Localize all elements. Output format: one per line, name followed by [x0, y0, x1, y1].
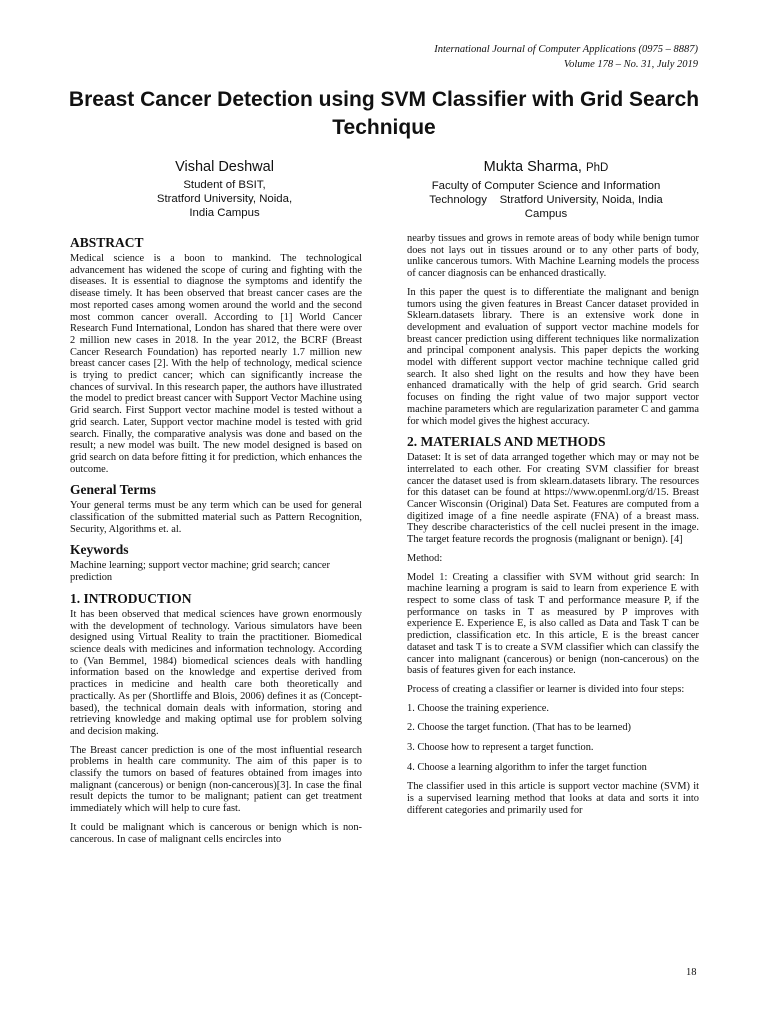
dataset-paragraph: Dataset: It is set of data arranged together which may or may not be interrelated to each other. For creating SVM classifier for breast cancer the dataset used is from sklearn.datasets library. The resources for this dataset can be found at https://www.openml.org/d/15. Breast Cancer Wisconsin (Original) Data Set. Features are computed from a digitized image of a fine needle aspirate (FNA) of a breast mass. They describe characteristics of the cell nuclei present in the image. The target feature records the prognosis (malignant or benign). [4]: [407, 452, 699, 546]
author-block-2: [406, 157, 686, 221]
author-affiliation-line: Campus: [524, 208, 568, 220]
paper-title: Breast Cancer Detection using SVM Classifier with Grid Search Technique: [68, 88, 700, 139]
author-affiliation-line: Stratford University, Noida,: [156, 193, 293, 205]
author-affiliation-line: Technology Stratford University, Noida, India: [429, 194, 663, 206]
general-terms-heading: General Terms: [70, 482, 156, 498]
author-affiliation-line: Faculty of Computer Science and Information: [431, 180, 661, 192]
journal-name: International Journal of Computer Applications (0975 – 8887): [434, 44, 698, 55]
process-paragraph: Process of creating a classifier or learner is divided into four steps:: [407, 683, 685, 695]
abstract-text: Medical science is a boon to mankind. The technological advancement has widened the scope of curing and fighting with the diseases. It is essential to diagnose the symptoms and identify the disease timely. It has been observed that breast cancer cases are the most reported cases among women around the world and the second most common cancer overall. According to [1] World Cancer Research Fund International, London has shared that there were over 2 million new cases in 2018. In the year 2012, the BCRF (Breast Cancer Research Foundation) has reported nearly 1.7 million new breast cancer cases [2]. With the help of technology, medical science is trying to predict cancer; which can significantly increase the chances of survival. In this research paper, the authors have illustrated the model to predict breast cancer with Support Vector Machine using Grid search. First Support vector machine model is tested without a grid search. Later, Support vector machine model is tested with grid search. Finally, the comparative analysis was done and based on the result; a new model was built. The new model designed is based on grid search on data before fitting it for prediction, which enhances the outcome.: [70, 253, 362, 475]
author-affiliation-line: Student of BSIT,: [183, 179, 266, 191]
keywords-text: Machine learning; support vector machine; grid search; cancer prediction: [70, 560, 330, 584]
classifier-paragraph: The classifier used in this article is support vector machine (SVM) it is a supervised learning method that looks at data and sorts it into different categories and primarily used for: [407, 781, 699, 816]
author-degree: PhD: [585, 162, 609, 174]
method-label: Method:: [407, 552, 443, 564]
list-item: 2. Choose the target function. (That has to be learned): [407, 722, 632, 734]
introduction-paragraph: It could be malignant which is cancerous or benign which is non-cancerous. In case of malignant cells encircles into: [70, 821, 362, 845]
page-number: 18: [686, 967, 697, 978]
introduction-paragraph: It has been observed that medical sciences have grown enormously with the development of technology. Various simulators have been designed using Virtual Reality to train the practitioner. Biomedical science deals with medicines and information technology. According to (Van Bemmel, 1984) biomedical sciences deals with handling information based on the knowledge and expertise derived from practices in medicine and health care both theoretically and practically. As per (Shortliffe and Blois, 2006) defines it as (Concept-based), the technical domain deals with information, storing and retrieving knowledge and making optimal use for problem solving and decision making.: [70, 608, 362, 737]
steps-list: [407, 703, 699, 774]
keywords-heading: Keywords: [70, 542, 129, 558]
right-column: [407, 233, 699, 824]
journal-header: [434, 42, 698, 72]
author-block-1: [92, 157, 357, 220]
author-name: Vishal Deshwal: [175, 159, 274, 175]
general-terms-text: Your general terms must be any term which can be used for general classification of the submitted material such as Pattern Recognition, Security, Algorithms et. al.: [70, 500, 362, 535]
introduction-paragraph: The Breast cancer prediction is one of the most influential research problems in health care community. The aim of this paper is to classify the tumors on based of features obtained from images into malignant (cancerous) or benign (non-cancerous)[3]. In case the final result depicts the tumor to be malignant; patient can get treatment immediately which will help to cure fast.: [70, 744, 362, 815]
journal-volume: Volume 178 – No. 31, July 2019: [563, 59, 698, 70]
list-item: 1. Choose the training experience.: [407, 702, 549, 714]
body-paragraph: nearby tissues and grows in remote areas of body while benign tumor does not lays out in tissues around or to any other parts of body, unlike cancerous tumors. With Machine Learning models the process of cancer diagnosis can be enhanced drastically.: [407, 233, 699, 280]
body-paragraph: In this paper the quest is to differentiate the malignant and benign tumors using the given features in Breast Cancer dataset provided in Sklearn.datasets library. There is an extensive work done in development and evaluation of support vector machine models for breast cancer prediction using different techniques like normalization and principal component analysis. This paper depicts the working model with different support vector machine technique called grid search. It also shed light on the results and how they have been enhanced dramatically with the help of grid search. Grid search focuses on finding the right value of two major support vector machine parameters which are regularization parameter C and gamma for which model gives the highest accuracy.: [407, 286, 699, 427]
model1-paragraph: Model 1: Creating a classifier with SVM without grid search: In machine learning a program is said to learn from experience E with respect to some class of task T and performance measure P, if the performance on tasks in T as measured by P improves with experience E. Experience E, is also called as Data and Task T can be prediction, classification etc. In this article, E is the breast cancer dataset and task T is to create a SVM classifier which can classify the cancer into malignant (cancerous) or benign (non-cancerous) on the basis of features given for each instance.: [407, 571, 699, 677]
author-name: Mukta Sharma, PhD: [483, 159, 609, 175]
materials-methods-heading: 2. MATERIALS AND METHODS: [407, 434, 606, 450]
introduction-heading: 1. INTRODUCTION: [70, 590, 192, 606]
list-item: 4. Choose a learning algorithm to infer the target function: [407, 761, 647, 773]
left-column: [70, 233, 362, 852]
author-affiliation-line: India Campus: [189, 207, 260, 219]
abstract-heading: ABSTRACT: [70, 235, 144, 250]
list-item: 3. Choose how to represent a target function.: [407, 742, 594, 754]
